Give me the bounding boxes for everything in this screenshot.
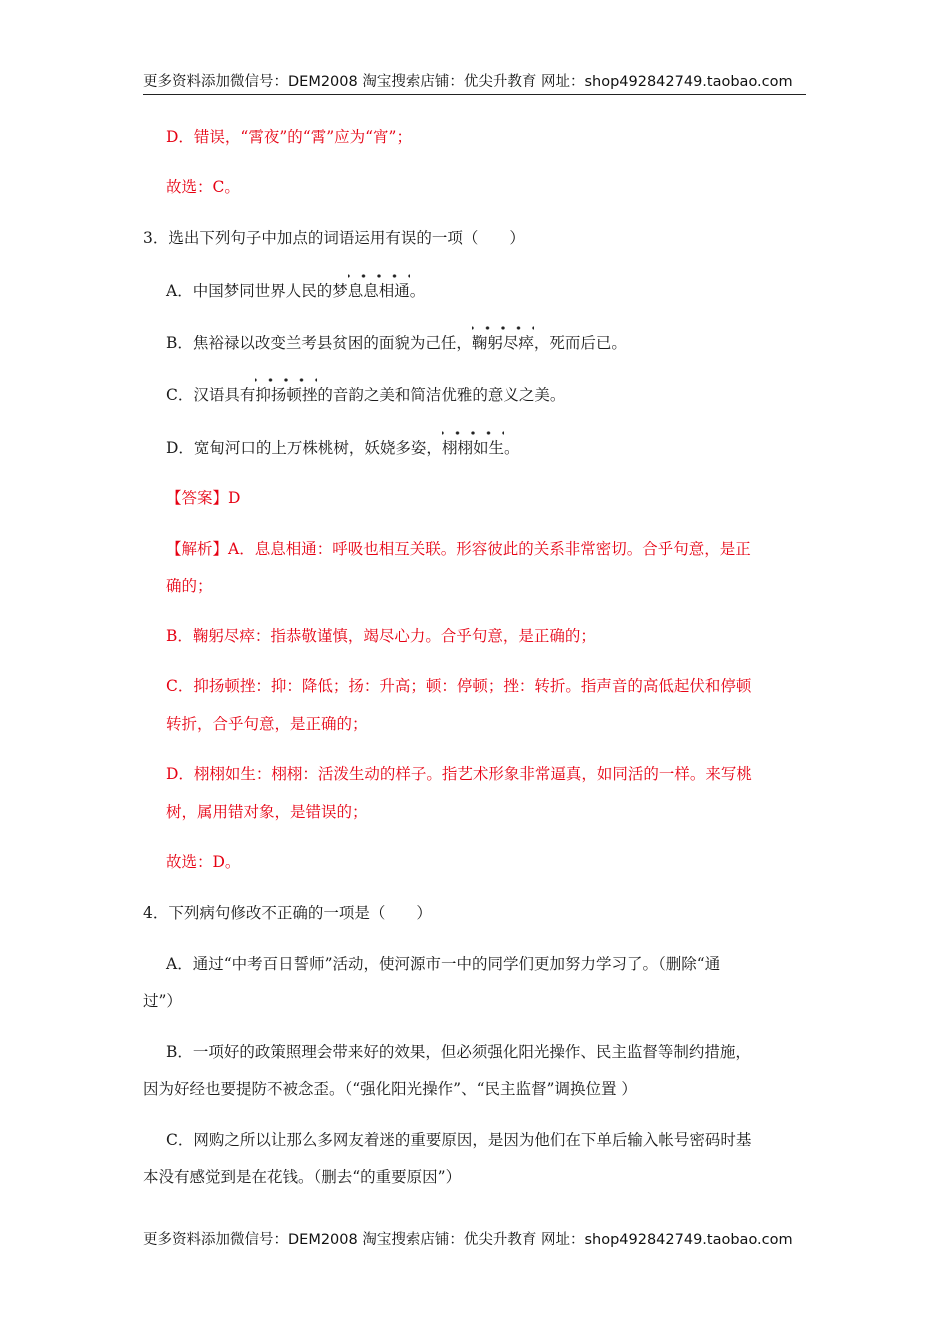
q3-option-b bbox=[166, 336, 627, 352]
page-header: 更多资料添加微信号：DEM2008 淘宝搜索店铺：优尖升教育 网址：shop492842749.taobao.com bbox=[143, 70, 806, 95]
page-footer: 更多资料添加微信号：DEM2008 淘宝搜索店铺：优尖升教育 网址：shop492842749.taobao.com bbox=[143, 1232, 793, 1248]
q3-option-b-pre: B．焦裕禄以改变兰考县贫困的面貌为己任， bbox=[166, 334, 472, 352]
q3-analysis-d-line2: 树，属用错对象，是错误的； bbox=[166, 803, 368, 821]
q3-analysis-a-line2: 确的； bbox=[166, 577, 213, 595]
q3-option-b-post: ，死而后已。 bbox=[533, 334, 627, 352]
q3-option-d-dotted-word: 栩栩如生 bbox=[441, 439, 504, 457]
q3-analysis-c-line1: C．抑扬顿挫：抑：降低；扬：升高；顿：停顿；挫：转折。指声音的高低起伏和停顿 bbox=[166, 677, 752, 695]
q3-analysis-c-line2: 转折，合乎句意，是正确的； bbox=[166, 715, 368, 733]
q3-analysis-d-line1: D．栩栩如生：栩栩：活泼生动的样子。指艺术形象非常逼真，如同活的一样。来写桃 bbox=[166, 765, 752, 783]
q3-analysis-b: B．鞠躬尽瘁：指恭敬谨慎，竭尽心力。合乎句意，是正确的； bbox=[166, 627, 596, 645]
q4-option-a-line1: A．通过“中考百日誓师”活动，使河源市一中的同学们更加努力学习了。（删除“通 bbox=[166, 955, 721, 973]
q4-option-b-line2: 因为好经也要提防不被念歪。（“强化阳光操作”、“民主监督”调换位置 ） bbox=[143, 1080, 637, 1098]
q3-analysis-a-line1 bbox=[166, 542, 751, 558]
q3-option-c-dotted-word: 抑扬顿挫 bbox=[255, 386, 318, 404]
q3-option-d-pre: D．宽甸河口的上万株桃树，妖娆多姿， bbox=[166, 439, 442, 457]
q3-option-d bbox=[166, 441, 519, 457]
q3-option-a-dotted-word: 息息相通 bbox=[347, 282, 410, 300]
q3-option-d-post: 。 bbox=[503, 439, 520, 457]
answer-value: D bbox=[228, 489, 241, 507]
q3-stem: 3．选出下列句子中加点的词语运用有误的一项（ ） bbox=[143, 229, 525, 247]
q2-answer-pick: 故选：C。 bbox=[166, 178, 240, 196]
q3-option-c bbox=[166, 388, 565, 404]
q3-answer-pick: 故选：D。 bbox=[166, 853, 241, 871]
q3-option-a-pre: A．中国梦同世界人民的梦 bbox=[166, 282, 348, 300]
q4-option-c-line1: C．网购之所以让那么多网友着迷的重要原因，是因为他们在下单后输入帐号密码时基 bbox=[166, 1131, 752, 1149]
q3-option-c-pre: C．汉语具有 bbox=[166, 386, 256, 404]
q3-answer bbox=[166, 491, 240, 507]
q4-stem: 4．下列病句修改不正确的一项是（ ） bbox=[143, 904, 432, 922]
q4-option-c-line2: 本没有感觉到是在花钱。（删去“的重要原因”） bbox=[143, 1168, 462, 1186]
q4-option-a-line2: 过”） bbox=[143, 992, 182, 1010]
q2-option-d-analysis: D．错误，“霄夜”的“霄”应为“宵”； bbox=[166, 128, 412, 146]
answer-label: 【答案】 bbox=[166, 489, 229, 507]
analysis-label: 【解析】 bbox=[166, 540, 229, 558]
q3-option-b-dotted-word: 鞠躬尽瘁 bbox=[471, 334, 534, 352]
q4-option-b-line1: B．一项好的政策照理会带来好的效果，但必须强化阳光操作、民主监督等制约措施， bbox=[166, 1043, 751, 1061]
q3-option-c-post: 的音韵之美和简洁优雅的意义之美。 bbox=[317, 386, 566, 404]
q3-option-a bbox=[166, 284, 425, 300]
analysis-a-text: A．息息相通：呼吸也相互关联。形容彼此的关系非常密切。合乎句意，是正 bbox=[228, 540, 751, 558]
q3-option-a-post: 。 bbox=[409, 282, 426, 300]
